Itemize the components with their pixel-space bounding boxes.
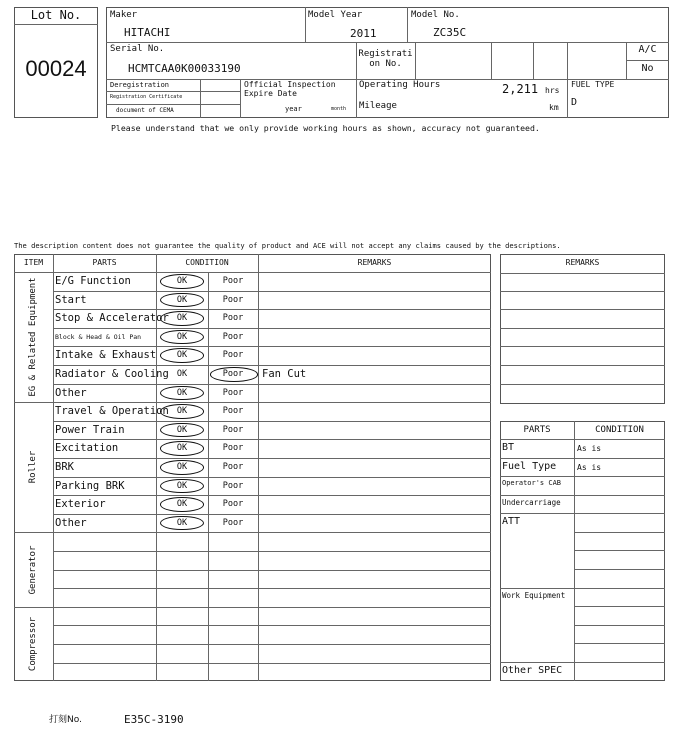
grid-line [574,532,665,533]
poor-option[interactable]: Poor [222,517,244,528]
ok-option[interactable]: OK [176,406,188,417]
ok-option[interactable]: OK [176,331,188,342]
ok-option[interactable]: OK [176,499,188,510]
ok-selected-circle [160,497,204,512]
grid-line [500,273,665,274]
hrs-unit: hrs [545,86,560,95]
document-cema-label: document of CEMA [116,107,174,114]
grid-line [500,384,665,385]
poor-option[interactable]: Poor [222,331,244,342]
grid-line [574,569,665,570]
ok-option[interactable]: OK [176,369,188,379]
year-label: year [285,105,302,113]
table-row [53,458,491,477]
model-no-value: ZC35C [433,26,467,39]
grid-line [240,79,241,118]
grid-line [407,7,408,42]
remarks-text: Fan Cut [262,368,307,380]
table-row [53,588,491,607]
grid-line [106,91,240,92]
poor-option[interactable]: Poor [222,406,244,417]
ok-selected-circle [160,311,204,326]
grid-line [500,346,665,347]
side-part-name: BT [502,442,515,453]
ok-option[interactable]: OK [176,350,188,361]
poor-option[interactable]: Poor [222,313,244,324]
grid-line [500,495,665,496]
grid-line [14,24,98,25]
grid-line [574,421,575,681]
part-name: Other [55,386,87,399]
side-part-name: Other SPEC [502,665,563,676]
official-inspection-label: Official Inspection Expire Date [244,80,336,98]
grid-line [500,662,665,663]
header-condition: CONDITION [185,258,229,267]
notice-hours: Please understand that we only provide working hours as shown, accuracy not guaranteed. [111,123,540,133]
ok-option[interactable]: OK [176,480,188,491]
group-label: Generator [28,545,39,594]
model-no-label: Model No. [411,10,460,20]
grid-line [415,42,416,79]
grid-line [500,476,665,477]
table-row [53,532,491,551]
poor-option[interactable]: Poor [222,480,244,491]
grid-line [200,79,201,118]
grid-line [106,104,240,105]
ok-option[interactable]: OK [176,276,188,286]
side-part-name: Undercarriage [502,498,561,507]
poor-option[interactable]: Poor [222,387,244,398]
part-name: Exterior [55,498,106,511]
lot-no-value: 00024 [25,56,87,81]
part-name: Intake & Exhaust [55,349,157,362]
grid-line [533,42,534,79]
table-row [53,551,491,570]
table-row [53,625,491,644]
grid-line [500,291,665,292]
poor-option[interactable]: Poor [222,369,244,379]
part-name: Stop & Accelerator [55,312,169,325]
part-name: Start [55,293,87,306]
registration-no-label: Registrati on No. [358,49,413,69]
grid-line [500,439,665,440]
operating-hours-value: 2,211 [502,82,539,96]
part-name: Other [55,516,87,529]
ok-selected-circle [160,348,204,363]
ok-selected-circle [160,479,204,494]
part-name: Block & Head & Oil Pan [55,332,142,341]
ok-option[interactable]: OK [176,443,188,454]
part-name: Power Train [55,423,125,436]
km-unit: km [549,103,559,112]
ok-selected-circle [160,404,204,419]
side-part-condition: As is [577,444,602,453]
grid-line [574,606,665,607]
ok-option[interactable]: OK [176,387,188,398]
lot-no-label: Lot No. [30,8,82,22]
table-row [53,384,491,403]
header-remarks: REMARKS [357,258,392,267]
ok-selected-circle [160,293,204,308]
deregistration-label: Deregistration [110,81,170,89]
poor-option[interactable]: Poor [222,294,244,305]
poor-option[interactable]: Poor [222,462,244,472]
maker-value: HITACHI [124,26,171,39]
grid-line [567,42,568,118]
side-part-name: Operator's CAB [502,479,562,487]
ok-selected-circle [160,386,204,401]
part-name: Parking BRK [55,479,125,492]
table-row [53,644,491,663]
ok-selected-circle [160,460,204,475]
operating-hours-label: Operating Hours [359,80,441,90]
table-row [53,514,491,533]
side-part-name: ATT [502,516,521,527]
registration-certificate-label: Registration Certificate [110,94,183,100]
ok-option[interactable]: OK [176,462,188,472]
table-row [53,495,491,514]
side-header-parts: PARTS [523,425,551,435]
ac-value: No [641,63,654,74]
poor-option[interactable]: Poor [222,443,244,454]
grid-line [500,458,665,459]
ok-option[interactable]: OK [176,313,188,324]
maker-label: Maker [110,10,138,20]
grid-line [500,588,665,589]
ok-option[interactable]: OK [176,424,188,435]
table-row [53,663,491,682]
grid-line [626,60,669,61]
notice-description: The description content does not guarantee the quality of product and ACE will not accept any claims caused by the descriptions. [14,241,561,250]
model-year-label: Model Year [308,10,363,20]
stamp-no-label: 打刻No. [49,715,82,725]
fuel-type-label: FUEL TYPE [571,80,615,89]
ok-selected-circle [160,441,204,456]
poor-option[interactable]: Poor [222,350,244,361]
part-name: BRK [55,461,74,473]
side-remarks-header: REMARKS [565,258,600,267]
grid-line [574,643,665,644]
ac-label: A/C [638,44,657,55]
stamp-no-value: E35C-3190 [124,713,184,726]
ok-option[interactable]: OK [176,517,188,528]
grid-line [574,550,665,551]
month-label: month [331,106,347,112]
header-item: ITEM [23,258,44,267]
group-label: Roller [28,451,39,484]
grid-line [500,365,665,366]
poor-option[interactable]: Poor [222,499,244,510]
ok-option[interactable]: OK [176,294,188,305]
poor-selected-circle [210,367,258,382]
part-name: Excitation [55,442,119,455]
grid-line [500,309,665,310]
part-name: Radiator & Cooling [55,368,169,380]
group-label: EG & Related Equipment [28,277,39,397]
part-name: E/G Function [55,275,131,287]
side-remarks-border [500,254,665,404]
group-label: Compressor [28,616,39,672]
table-row [53,607,491,626]
table-row [53,291,491,310]
serial-no-label: Serial No. [110,44,165,54]
table-row [53,570,491,589]
serial-no-value: HCMTCAA0K00033190 [128,62,241,75]
grid-line [305,7,306,42]
part-name: Travel & Operation [55,405,169,418]
table-row [53,439,491,458]
mileage-label: Mileage [359,101,397,111]
header-parts: PARTS [92,258,117,267]
model-year-value: 2011 [350,27,377,40]
poor-option[interactable]: Poor [222,276,244,286]
grid-line [106,42,669,43]
grid-line [500,513,665,514]
grid-line [491,42,492,79]
grid-line [500,328,665,329]
side-part-name: Fuel Type [502,461,557,472]
grid-line [574,625,665,626]
ok-selected-circle [160,274,204,289]
side-part-name: Work Equipment [502,591,566,600]
poor-option[interactable]: Poor [222,424,244,435]
side-header-condition: CONDITION [595,425,644,435]
side-part-condition: As is [577,463,602,472]
fuel-type-value: D [571,97,578,108]
side-table-border [500,421,665,681]
